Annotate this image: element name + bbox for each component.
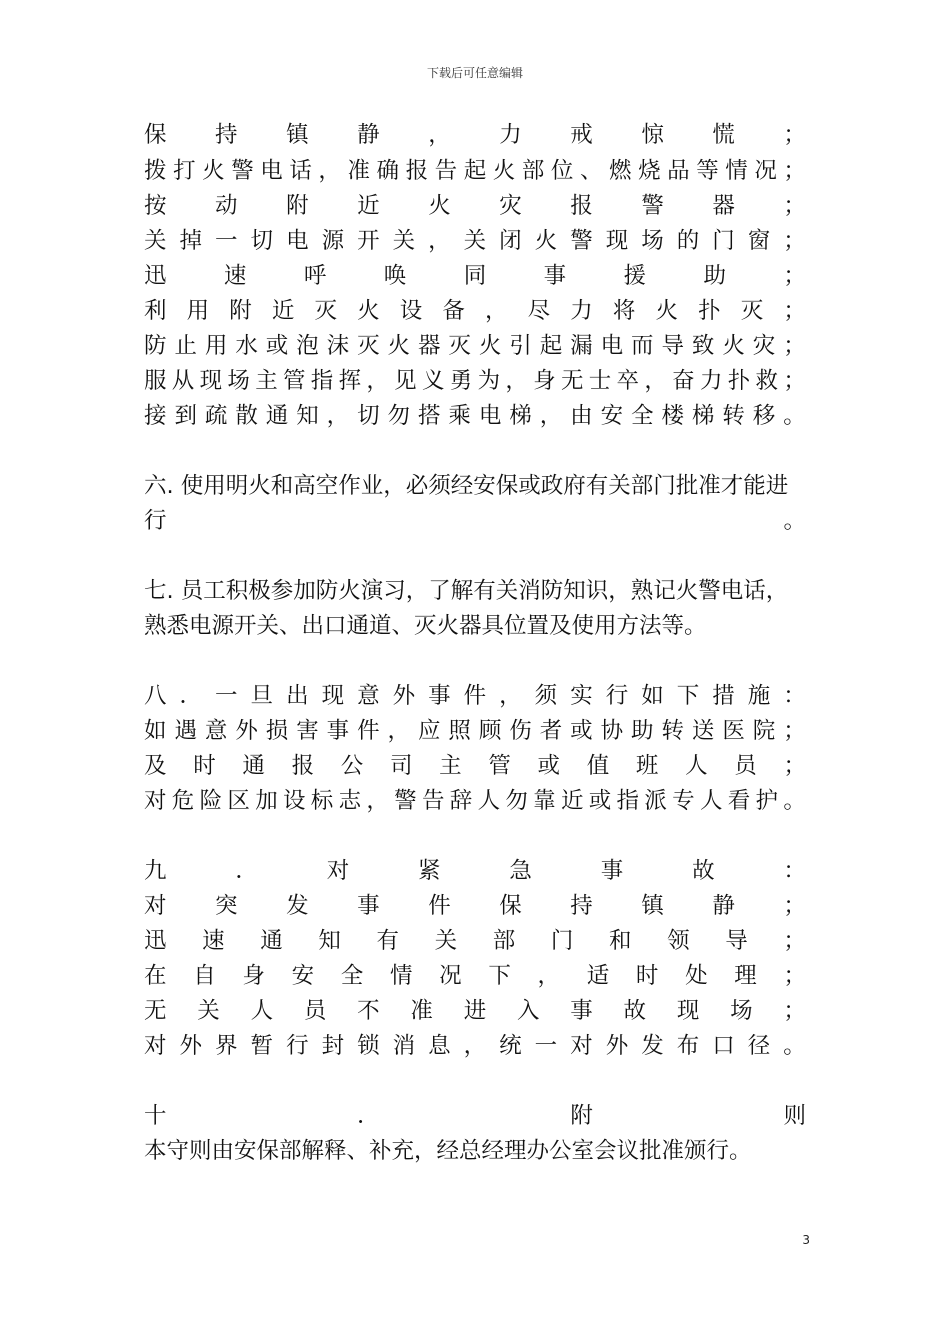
section-heading-8: 八 ． 一 旦 出 现 意 外 事 件 ， 须 实 行 如 下 措 施 ：	[144, 683, 806, 709]
text-line: 按 动 附 近 火 灾 报 警 器 ；	[144, 193, 806, 219]
text-line: 熟悉电源开关、出口通道、灭火器具位置及使用方法等。	[144, 613, 707, 639]
section-heading-10: 十 ． 附 则	[144, 1103, 806, 1129]
section-heading-9: 九 ． 对 紧 急 事 故 ：	[144, 858, 806, 884]
page-header: 下载后可任意编辑	[426, 66, 523, 80]
text-line: 关 掉 一 切 电 源 开 关 ， 关 闭 火 警 现 场 的 门 窗 ；	[144, 228, 806, 254]
text-line: 对 危 险 区 加 设 标 志 ， 警 告 辞 人 勿 靠 近 或 指 派 专 人 看 护 。	[144, 788, 806, 814]
text-line: 服 从 现 场 主 管 指 挥 ， 见 义 勇 为 ， 身 无 士 卒 ， 奋 力 扑 救 ；	[144, 368, 806, 394]
text-line: 无 关 人 员 不 准 进 入 事 故 现 场 ；	[144, 998, 806, 1024]
text-line: 利 用 附 近 灭 火 设 备 ， 尽 力 将 火 扑 灭 ；	[144, 298, 806, 324]
text-line: 行 。	[144, 508, 806, 534]
text-line: 保 持 镇 静 ， 力 戒 惊 慌 ；	[144, 122, 806, 148]
text-line: 对 外 界 暂 行 封 锁 消 息 ， 统 一 对 外 发 布 口 径 。	[144, 1033, 806, 1059]
text-line: 迅 速 通 知 有 关 部 门 和 领 导 ；	[144, 928, 806, 954]
section-heading-6: 六. 使用明火和高空作业，必须经安保或政府有关部门批准才能进	[144, 473, 789, 499]
section-heading-7: 七. 员工积极参加防火演习，了解有关消防知识，熟记火警电话，	[144, 578, 789, 604]
text-line: 及 时 通 报 公 司 主 管 或 值 班 人 员 ；	[144, 753, 806, 779]
page-number: 3	[802, 1233, 810, 1247]
text-line: 在 自 身 安 全 情 况 下 ， 适 时 处 理 ；	[144, 963, 806, 989]
text-line: 对 突 发 事 件 保 持 镇 静 ；	[144, 893, 806, 919]
text-line: 迅 速 呼 唤 同 事 援 助 ；	[144, 263, 806, 289]
text-line: 接 到 疏 散 通 知 ， 切 勿 搭 乘 电 梯 ， 由 安 全 楼 梯 转 移 。	[144, 403, 806, 429]
text-line: 防 止 用 水 或 泡 沫 灭 火 器 灭 火 引 起 漏 电 而 导 致 火 灾 ；	[144, 333, 806, 359]
text-line: 如 遇 意 外 损 害 事 件 ， 应 照 顾 伤 者 或 协 助 转 送 医 院 ；	[144, 718, 806, 744]
text-line: 本守则由安保部解释、补充，经总经理办公室会议批准颁行。	[144, 1138, 752, 1164]
text-line: 拨 打 火 警 电 话 ， 准 确 报 告 起 火 部 位 、 燃 烧 品 等 情 况 ；	[144, 158, 806, 184]
